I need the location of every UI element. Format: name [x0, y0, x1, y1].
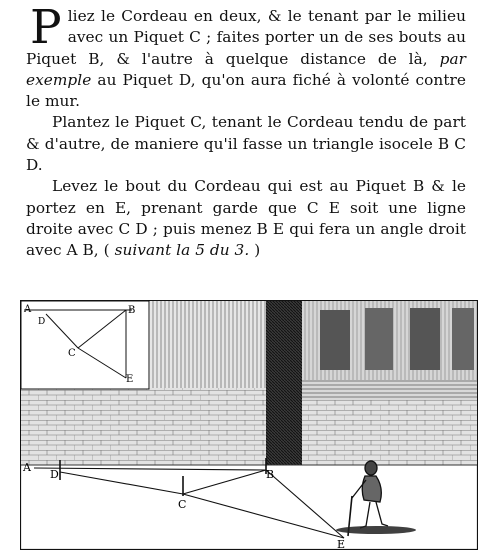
terrace-wall	[302, 400, 477, 465]
engraving-svg	[20, 300, 478, 550]
inset-label-b: B	[128, 305, 136, 316]
paragraph-3	[26, 176, 466, 261]
drop-cap: P	[30, 0, 62, 55]
paragraph-1-end: au Piquet D, qu'on aura fiché à volonté contre le mur.	[26, 70, 467, 111]
inset-label-a: A	[24, 304, 32, 315]
ground-label-e: E	[337, 538, 346, 550]
paragraph-3-end: )	[254, 241, 261, 260]
paragraph-2: Plantez le Piquet C, tenant le Cordeau tendu de part & d'autre, de maniere qu'il fasse un triangle isocele B C D.	[26, 113, 466, 175]
inset-label-e: E	[126, 374, 134, 385]
paragraph-1-italic: par exemple	[26, 49, 466, 89]
inset-label-d: D	[38, 317, 46, 327]
paragraph-3-italic: suivant la 5 du 3.	[114, 241, 250, 260]
ground-label-d: D	[50, 468, 59, 481]
engraving	[20, 300, 478, 550]
ground-label-a: A	[23, 461, 31, 474]
ground-label-b: B	[266, 468, 275, 481]
ground-label-c: C	[178, 498, 187, 511]
wall-shadow	[266, 301, 302, 465]
wall-bricks	[21, 388, 268, 465]
paragraph-3-text: Levez le bout du Cordeau qui est au Piquet B & le portez en E, prenant garde que C E soit une ligne droite avec C D ; puis menez B E qui fera un angle droit avec A B, (	[26, 177, 466, 260]
inset-label-c: C	[68, 348, 76, 359]
text-block	[26, 0, 467, 262]
paragraph-1	[26, 0, 467, 112]
paragraph-1-text: liez le Cordeau en deux, & le tenant par le milieu avec un Piquet C ; faites porter un de ses bouts au Piquet B, & l'autre à quelque distance de là,	[26, 7, 466, 68]
wall-upper	[150, 301, 268, 391]
